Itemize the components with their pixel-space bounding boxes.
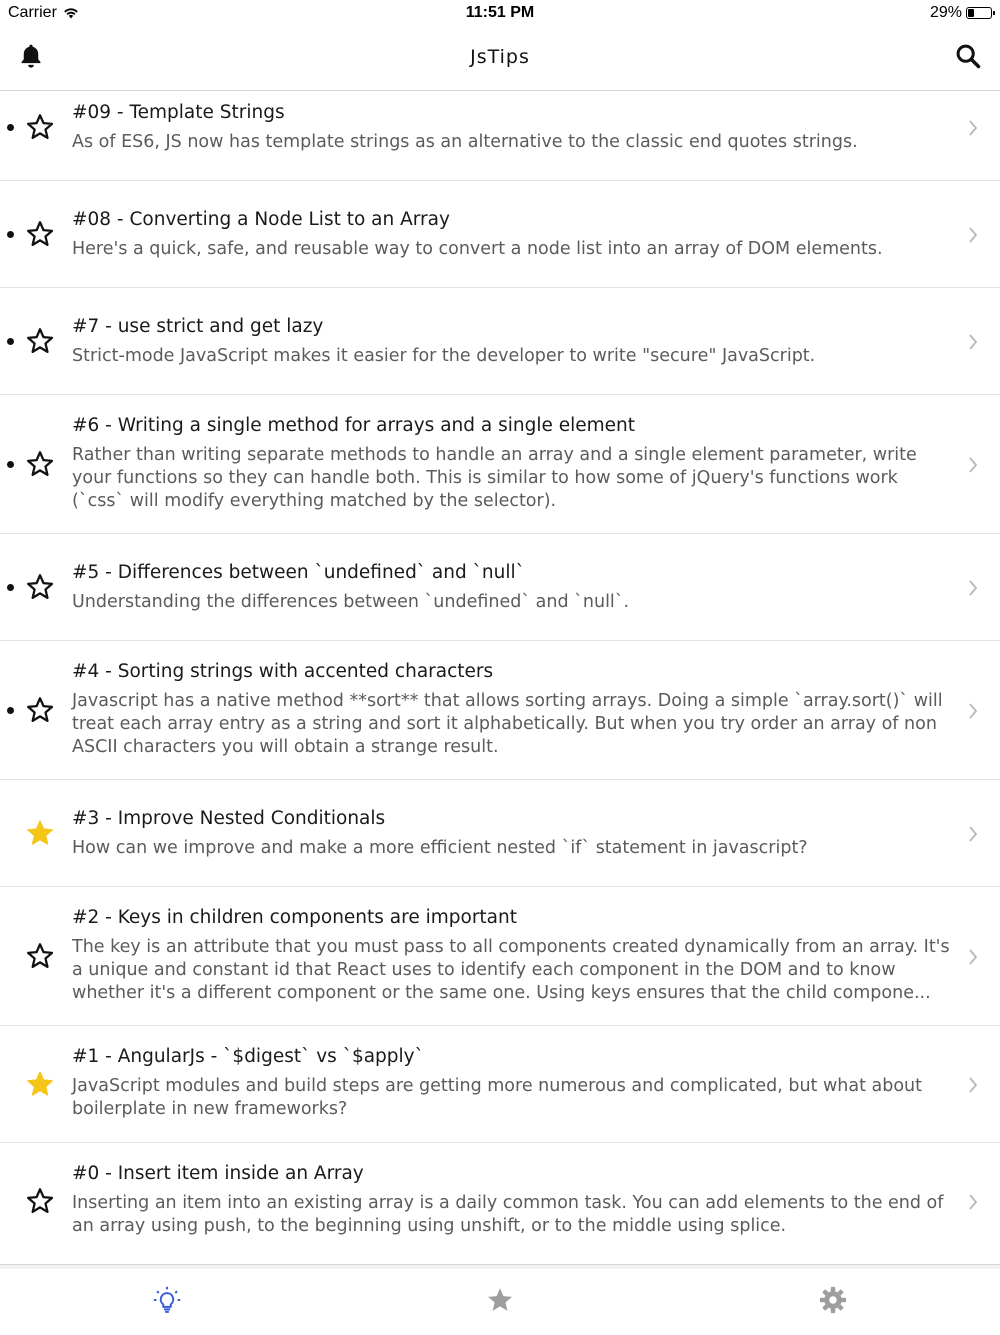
star-outline-icon[interactable]	[25, 1186, 55, 1216]
tips-list	[0, 91, 1000, 1261]
chevron-right-icon	[968, 825, 978, 843]
chevron-right-icon	[968, 456, 978, 474]
tip-text	[72, 315, 952, 368]
star-outline-icon[interactable]	[25, 112, 55, 142]
tip-description: JavaScript modules and build steps are getting more numerous and complicated, but what about boilerplate in new frameworks?	[72, 1076, 922, 1119]
tip-title: #09 - Template Strings	[72, 102, 285, 123]
tip-title: #3 - Improve Nested Conditionals	[72, 808, 386, 829]
tip-description: How can we improve and make a more efficient nested `if` statement in javascript?	[72, 838, 808, 858]
tip-description: Understanding the differences between `undefined` and `null`.	[72, 592, 630, 612]
tip-text	[72, 208, 952, 261]
tip-title: #1 - AngularJs - `$digest` vs `$apply`	[72, 1046, 424, 1067]
tip-row-01[interactable]	[0, 1026, 1000, 1143]
tip-row-02[interactable]	[0, 887, 1000, 1026]
tip-description: As of ES6, JS now has template strings as an alternative to the classic end quotes strings.	[72, 132, 858, 152]
tip-title: #7 - use strict and get lazy	[72, 316, 324, 337]
tip-row-08[interactable]	[0, 181, 1000, 288]
unread-indicator	[7, 461, 14, 468]
search-icon[interactable]	[954, 42, 982, 70]
clock: 11:51 PM	[465, 4, 535, 21]
tip-text	[72, 561, 952, 614]
unread-indicator	[7, 584, 14, 591]
unread-indicator	[7, 338, 14, 345]
tip-title: #0 - Insert item inside an Array	[72, 1163, 364, 1184]
star-outline-icon[interactable]	[25, 326, 55, 356]
chevron-right-icon	[968, 333, 978, 351]
tip-description: Javascript has a native method **sort** that allows sorting arrays. Doing a simple `array.sort()` will treat each array entry as a string and sort it alphabetically. But when you try order an array of non ASCII characters you will obtain a strange result.	[72, 691, 943, 757]
tip-text	[72, 660, 952, 759]
tip-row-03[interactable]	[0, 780, 1000, 887]
tip-title: #5 - Differences between `undefined` and `null`	[72, 562, 525, 583]
battery-level	[968, 9, 974, 17]
tip-text	[72, 1162, 952, 1238]
tip-row-09[interactable]	[0, 91, 1000, 181]
tip-title: #6 - Writing a single method for arrays and a single element	[72, 415, 636, 436]
star-filled-icon[interactable]	[25, 818, 55, 848]
tip-description: The key is an attribute that you must pass to all components created dynamically from an array. It's a unique and constant id that React uses to identify each component in the DOM and to know whether it's a different component or the same one. Using keys ensures that the child compone...	[72, 937, 950, 1003]
star-outline-icon[interactable]	[25, 219, 55, 249]
tip-row-07[interactable]	[0, 288, 1000, 395]
tip-text	[72, 1045, 952, 1121]
tip-row-06[interactable]	[0, 395, 1000, 534]
tip-description: Rather than writing separate methods to handle an array and a single element parameter, write your functions so they can handle both. This is similar to how some of jQuery's functions work (`css` will modify everything matched by the selector).	[72, 445, 917, 511]
tab-bar	[0, 1264, 1000, 1335]
gear-icon[interactable]	[818, 1285, 848, 1315]
star-icon[interactable]	[485, 1285, 515, 1315]
tip-row-05[interactable]	[0, 534, 1000, 641]
chevron-right-icon	[968, 1193, 978, 1211]
tip-text	[72, 906, 952, 1005]
chevron-right-icon	[968, 226, 978, 244]
unread-indicator	[7, 231, 14, 238]
tip-title: #08 - Converting a Node List to an Array	[72, 209, 450, 230]
lightbulb-icon[interactable]	[152, 1285, 182, 1315]
star-outline-icon[interactable]	[25, 941, 55, 971]
star-outline-icon[interactable]	[25, 449, 55, 479]
star-outline-icon[interactable]	[25, 572, 55, 602]
unread-indicator	[7, 707, 14, 714]
carrier-label: Carrier	[8, 4, 57, 21]
unread-indicator	[7, 124, 14, 131]
chevron-right-icon	[968, 1076, 978, 1094]
tip-row-04[interactable]	[0, 641, 1000, 780]
chevron-right-icon	[968, 119, 978, 137]
battery-percentage: 29%	[929, 4, 962, 21]
status-bar	[0, 0, 1000, 28]
tip-description: Inserting an item into an existing array is a daily common task. You can add elements to the end of an array using push, to the beginning using unshift, or to the middle using splice.	[72, 1193, 944, 1236]
chevron-right-icon	[968, 579, 978, 597]
battery-indicator	[930, 4, 992, 22]
battery-icon	[966, 7, 992, 19]
chevron-right-icon	[968, 702, 978, 720]
tip-description: Here's a quick, safe, and reusable way to convert a node list into an array of DOM elements.	[72, 239, 883, 259]
tip-text	[72, 414, 952, 513]
chevron-right-icon	[968, 948, 978, 966]
page-title: JsTips	[470, 46, 530, 68]
tip-text	[72, 807, 952, 860]
tip-title: #2 - Keys in children components are important	[72, 907, 517, 928]
star-filled-icon[interactable]	[25, 1069, 55, 1099]
tip-title: #4 - Sorting strings with accented characters	[72, 661, 494, 682]
tip-description: Strict-mode JavaScript makes it easier for the developer to write "secure" JavaScript.	[72, 346, 816, 366]
navigation-bar	[0, 28, 1000, 91]
star-outline-icon[interactable]	[25, 695, 55, 725]
tip-row-00[interactable]	[0, 1143, 1000, 1261]
tip-text	[72, 101, 952, 154]
